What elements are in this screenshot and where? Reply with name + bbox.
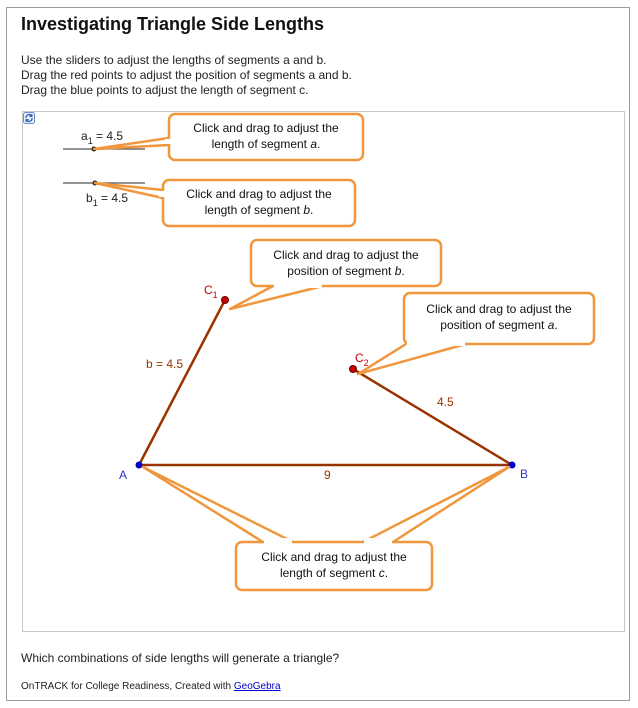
callout-line: Click and drag to adjust the [193,121,339,135]
callout-slider-a [94,114,363,160]
question-text: Which combinations of side lengths will generate a triangle? [21,651,340,665]
callout-line: length of segment c. [279,566,389,580]
callout-line: Click and drag to adjust the [426,302,572,316]
instruction-line: Drag the red points to adjust the position of segments a and b. [21,68,352,82]
instruction-line: Drag the blue points to adjust the length of segment c. [21,83,309,97]
segment-a-label: 4.5 [437,395,454,409]
point-b-label: B [520,467,529,481]
point-c1[interactable] [222,297,229,304]
instructions [21,53,352,98]
instruction-line: Use the sliders to adjust the lengths of segments a and b. [21,53,327,67]
geogebra-applet[interactable] [22,111,625,632]
callout-line: position of segment b. [287,264,405,278]
point-c2-label: $C_2$ [355,351,369,368]
callout-line: Click and drag to adjust the [273,248,419,262]
footer [21,681,281,692]
geogebra-link[interactable]: GeoGebra [233,681,281,692]
segment-c-label: 9 [324,468,331,482]
slider-a-label: $a_1 = 4.5$ [81,129,124,146]
page-frame [6,7,630,701]
refresh-icon[interactable] [23,112,35,124]
callout-line: length of segment a. [211,137,321,151]
callout-line: Click and drag to adjust the [261,550,407,564]
callout-length-c [143,467,509,590]
callout-line: Click and drag to adjust the [186,187,332,201]
point-a-label: A [119,468,128,482]
slider-b-label: $b_1 = 4.5$ [86,191,129,208]
segment-a [353,369,512,465]
page-title: Investigating Triangle Side Lengths [21,14,325,34]
applet-canvas[interactable] [23,112,625,632]
footer-credit: OnTRACK for College Readiness, Created with [21,681,234,692]
segment-b [139,300,225,465]
point-c1-label: $C_1$ [204,283,218,300]
callout-slider-b [95,180,355,226]
point-c2[interactable] [350,366,357,373]
point-a[interactable] [136,462,143,469]
segment-b-label: b = 4.5 [146,357,184,371]
callout-line: length of segment b. [204,203,314,217]
callout-line: position of segment a. [440,318,558,332]
callout-position-a [358,293,594,374]
